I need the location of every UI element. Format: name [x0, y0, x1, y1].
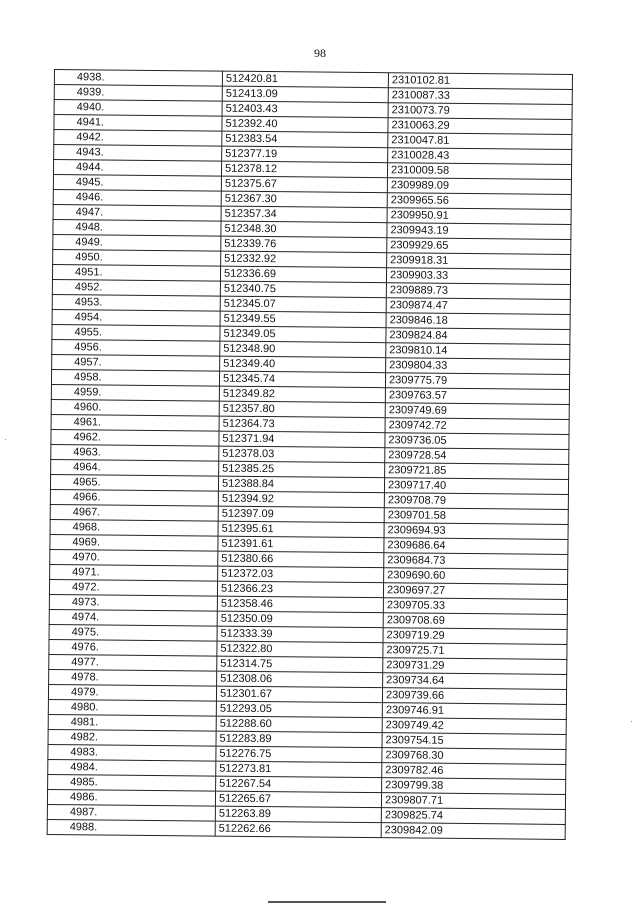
- point-number-cell: 4956.: [52, 339, 220, 356]
- y-coordinate-cell: 2309842.09: [381, 823, 565, 840]
- x-coordinate-cell: 512267.54: [216, 776, 382, 793]
- point-number-cell: 4987.: [47, 804, 215, 821]
- y-coordinate-cell: 2309746.91: [382, 703, 566, 720]
- x-coordinate-cell: 512391.61: [218, 536, 384, 553]
- y-coordinate-cell: 2309846.18: [386, 313, 570, 330]
- point-number-cell: 4961.: [51, 414, 219, 431]
- x-coordinate-cell: 512348.90: [220, 341, 386, 358]
- y-coordinate-cell: 2309719.29: [383, 628, 567, 645]
- point-number-cell: 4986.: [47, 789, 215, 806]
- x-coordinate-cell: 512358.46: [217, 596, 383, 613]
- y-coordinate-cell: 2309754.15: [382, 733, 566, 750]
- point-number-cell: 4946.: [53, 189, 221, 206]
- y-coordinate-cell: 2309708.79: [384, 493, 568, 510]
- y-coordinate-cell: 2310009.58: [387, 163, 571, 180]
- y-coordinate-cell: 2310047.81: [388, 133, 572, 150]
- x-coordinate-cell: 512332.92: [221, 251, 387, 268]
- point-number-cell: 4971.: [50, 564, 218, 581]
- x-coordinate-cell: 512349.55: [220, 311, 386, 328]
- point-number-cell: 4938.: [54, 70, 222, 87]
- y-coordinate-cell: 2309690.60: [384, 568, 568, 585]
- x-coordinate-cell: 512413.09: [222, 86, 388, 103]
- y-coordinate-cell: 2309889.73: [386, 283, 570, 300]
- point-number-cell: 4945.: [53, 174, 221, 191]
- y-coordinate-cell: 2309725.71: [383, 643, 567, 660]
- point-number-cell: 4954.: [52, 309, 220, 326]
- y-coordinate-cell: 2309929.65: [387, 238, 571, 255]
- x-coordinate-cell: 512349.82: [219, 386, 385, 403]
- page-number: 98: [314, 46, 326, 60]
- coordinates-table: [47, 69, 573, 840]
- point-number-cell: 4958.: [51, 369, 219, 386]
- x-coordinate-cell: 512263.89: [215, 806, 381, 823]
- point-number-cell: 4980.: [48, 699, 216, 716]
- point-number-cell: 4967.: [50, 504, 218, 521]
- point-number-cell: 4972.: [49, 579, 217, 596]
- point-number-cell: 4978.: [49, 669, 217, 686]
- x-coordinate-cell: 512378.12: [221, 161, 387, 178]
- y-coordinate-cell: 2309717.40: [384, 478, 568, 495]
- x-coordinate-cell: 512367.30: [221, 191, 387, 208]
- x-coordinate-cell: 512262.66: [215, 821, 381, 838]
- x-coordinate-cell: 512385.25: [219, 461, 385, 478]
- y-coordinate-cell: 2309763.57: [385, 388, 569, 405]
- point-number-cell: 4943.: [54, 145, 222, 162]
- y-coordinate-cell: 2309950.91: [387, 208, 571, 225]
- y-coordinate-cell: 2309684.73: [384, 553, 568, 570]
- point-number-cell: 4973.: [49, 594, 217, 611]
- x-coordinate-cell: 512357.80: [219, 401, 385, 418]
- x-coordinate-cell: 512380.66: [218, 551, 384, 568]
- point-number-cell: 4974.: [49, 609, 217, 626]
- scan-edge-line: [268, 901, 386, 903]
- x-coordinate-cell: 512333.39: [217, 626, 383, 643]
- y-coordinate-cell: 2309721.85: [385, 463, 569, 480]
- y-coordinate-cell: 2309799.38: [382, 778, 566, 795]
- x-coordinate-cell: 512301.67: [216, 686, 382, 703]
- y-coordinate-cell: 2309768.30: [382, 748, 566, 765]
- x-coordinate-cell: 512308.06: [217, 671, 383, 688]
- x-coordinate-cell: 512293.05: [216, 701, 382, 718]
- point-number-cell: 4977.: [49, 654, 217, 671]
- point-number-cell: 4959.: [51, 384, 219, 401]
- y-coordinate-cell: 2309824.84: [386, 328, 570, 345]
- y-coordinate-cell: 2309697.27: [383, 583, 567, 600]
- point-number-cell: 4976.: [49, 639, 217, 656]
- x-coordinate-cell: 512345.74: [219, 371, 385, 388]
- point-number-cell: 4979.: [48, 684, 216, 701]
- y-coordinate-cell: 2309739.66: [382, 688, 566, 705]
- y-coordinate-cell: 2309943.19: [387, 223, 571, 240]
- y-coordinate-cell: 2309728.54: [385, 448, 569, 465]
- x-coordinate-cell: 512383.54: [222, 131, 388, 148]
- x-coordinate-cell: 512395.61: [218, 521, 384, 538]
- point-number-cell: 4957.: [52, 354, 220, 371]
- point-number-cell: 4982.: [48, 729, 216, 746]
- x-coordinate-cell: 512314.75: [217, 656, 383, 673]
- x-coordinate-cell: 512378.03: [219, 446, 385, 463]
- point-number-cell: 4969.: [50, 534, 218, 551]
- point-number-cell: 4949.: [53, 234, 221, 251]
- y-coordinate-cell: 2309736.05: [385, 433, 569, 450]
- x-coordinate-cell: 512340.75: [220, 281, 386, 298]
- y-coordinate-cell: 2309749.69: [385, 403, 569, 420]
- y-coordinate-cell: 2309705.33: [383, 598, 567, 615]
- x-coordinate-cell: 512345.07: [220, 296, 386, 313]
- point-number-cell: 4984.: [48, 759, 216, 776]
- y-coordinate-cell: 2309749.42: [382, 718, 566, 735]
- point-number-cell: 4968.: [50, 519, 218, 536]
- point-number-cell: 4955.: [52, 324, 220, 341]
- x-coordinate-cell: 512377.19: [222, 146, 388, 163]
- scan-mark: ·: [630, 716, 633, 726]
- point-number-cell: 4952.: [52, 279, 220, 296]
- x-coordinate-cell: 512357.34: [221, 206, 387, 223]
- x-coordinate-cell: 512273.81: [216, 761, 382, 778]
- y-coordinate-cell: 2309989.09: [387, 178, 571, 195]
- x-coordinate-cell: 512349.40: [220, 356, 386, 373]
- coordinates-table-body: [47, 70, 572, 840]
- y-coordinate-cell: 2309874.47: [386, 298, 570, 315]
- x-coordinate-cell: 512336.69: [220, 266, 386, 283]
- y-coordinate-cell: 2309918.31: [387, 253, 571, 270]
- point-number-cell: 4940.: [54, 100, 222, 117]
- y-coordinate-cell: 2309810.14: [386, 343, 570, 360]
- x-coordinate-cell: 512339.76: [221, 236, 387, 253]
- x-coordinate-cell: 512288.60: [216, 716, 382, 733]
- point-number-cell: 4966.: [50, 489, 218, 506]
- x-coordinate-cell: 512265.67: [215, 791, 381, 808]
- y-coordinate-cell: 2309965.56: [387, 193, 571, 210]
- point-number-cell: 4950.: [53, 249, 221, 266]
- y-coordinate-cell: 2309734.64: [383, 673, 567, 690]
- x-coordinate-cell: 512276.75: [216, 746, 382, 763]
- x-coordinate-cell: 512420.81: [222, 71, 388, 88]
- y-coordinate-cell: 2309742.72: [385, 418, 569, 435]
- y-coordinate-cell: 2309708.69: [383, 613, 567, 630]
- x-coordinate-cell: 512364.73: [219, 416, 385, 433]
- point-number-cell: 4953.: [52, 294, 220, 311]
- y-coordinate-cell: 2309731.29: [383, 658, 567, 675]
- x-coordinate-cell: 512403.43: [222, 101, 388, 118]
- point-number-cell: 4948.: [53, 219, 221, 236]
- point-number-cell: 4960.: [51, 399, 219, 416]
- x-coordinate-cell: 512394.92: [218, 491, 384, 508]
- x-coordinate-cell: 512397.09: [218, 506, 384, 523]
- point-number-cell: 4963.: [51, 444, 219, 461]
- point-number-cell: 4985.: [48, 774, 216, 791]
- point-number-cell: 4970.: [50, 549, 218, 566]
- x-coordinate-cell: 512322.80: [217, 641, 383, 658]
- x-coordinate-cell: 512366.23: [217, 581, 383, 598]
- point-number-cell: 4942.: [54, 130, 222, 147]
- point-number-cell: 4975.: [49, 624, 217, 641]
- y-coordinate-cell: 2310028.43: [388, 148, 572, 165]
- x-coordinate-cell: 512350.09: [217, 611, 383, 628]
- scan-mark: ·: [4, 434, 7, 444]
- point-number-cell: 4962.: [51, 429, 219, 446]
- y-coordinate-cell: 2309694.93: [384, 523, 568, 540]
- x-coordinate-cell: 512375.67: [221, 176, 387, 193]
- y-coordinate-cell: 2310102.81: [388, 73, 572, 90]
- coordinates-table-container: [47, 69, 572, 840]
- y-coordinate-cell: 2310087.33: [388, 88, 572, 105]
- point-number-cell: 4939.: [54, 85, 222, 102]
- point-number-cell: 4941.: [54, 115, 222, 132]
- x-coordinate-cell: 512372.03: [218, 566, 384, 583]
- y-coordinate-cell: 2309804.33: [386, 358, 570, 375]
- y-coordinate-cell: 2309807.71: [381, 793, 565, 810]
- y-coordinate-cell: 2309903.33: [386, 268, 570, 285]
- y-coordinate-cell: 2310073.79: [388, 103, 572, 120]
- x-coordinate-cell: 512388.84: [218, 476, 384, 493]
- y-coordinate-cell: 2310063.29: [388, 118, 572, 135]
- point-number-cell: 4951.: [52, 264, 220, 281]
- point-number-cell: 4988.: [47, 819, 215, 836]
- x-coordinate-cell: 512392.40: [222, 116, 388, 133]
- point-number-cell: 4965.: [50, 474, 218, 491]
- point-number-cell: 4964.: [51, 459, 219, 476]
- y-coordinate-cell: 2309686.64: [384, 538, 568, 555]
- y-coordinate-cell: 2309775.79: [385, 373, 569, 390]
- x-coordinate-cell: 512283.89: [216, 731, 382, 748]
- y-coordinate-cell: 2309782.46: [382, 763, 566, 780]
- x-coordinate-cell: 512348.30: [221, 221, 387, 238]
- point-number-cell: 4983.: [48, 744, 216, 761]
- x-coordinate-cell: 512349.05: [220, 326, 386, 343]
- point-number-cell: 4981.: [48, 714, 216, 731]
- y-coordinate-cell: 2309825.74: [381, 808, 565, 825]
- point-number-cell: 4944.: [53, 160, 221, 177]
- point-number-cell: 4947.: [53, 204, 221, 221]
- x-coordinate-cell: 512371.94: [219, 431, 385, 448]
- y-coordinate-cell: 2309701.58: [384, 508, 568, 525]
